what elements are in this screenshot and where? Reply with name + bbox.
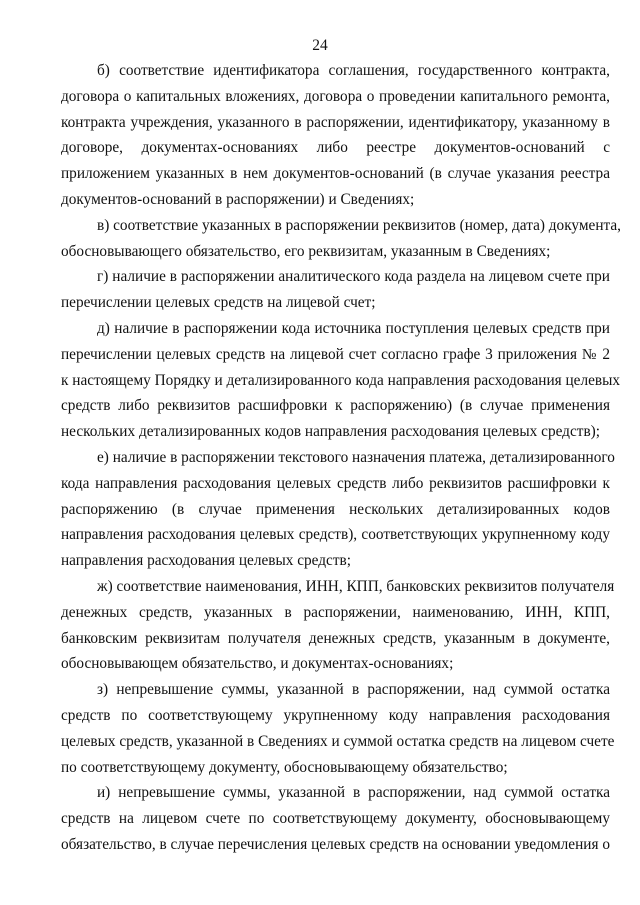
document-body — [61, 58, 622, 858]
text-line: контракта учреждения, указанного в распоряжении, идентификатору, указанному в — [61, 113, 610, 131]
paragraph-v — [61, 213, 622, 265]
text-line: средств на лицевом счете по соответствующему документу, обосновывающему — [61, 810, 610, 828]
paragraph-z — [61, 677, 615, 780]
text-line: з) непревышение суммы, указанной в распоряжении, над суммой остатка — [97, 681, 610, 699]
page-number: 24 — [312, 37, 328, 54]
paragraph-i — [61, 780, 610, 857]
text-line: средств либо реквизитов расшифровки к распоряжению) (в случае применения — [61, 397, 610, 415]
text-line: средств по соответствующему укрупненному коду направления расходования — [61, 706, 610, 724]
text-line: г) наличие в распоряжении аналитического кода раздела на лицевом счете при — [97, 268, 610, 286]
paragraph-g — [61, 264, 610, 316]
paragraph-zh — [61, 574, 615, 677]
text-line: обосновывающего обязательство, его реквизитам, указанным в Сведениях; — [61, 242, 551, 260]
text-line: в) соответствие указанных в распоряжении реквизитов (номер, дата) документа, — [97, 216, 622, 234]
text-line: по соответствующему документу, обосновывающему обязательство; — [61, 758, 508, 776]
text-line: обязательство, в случае перечисления целевых средств на основании уведомления о — [61, 835, 610, 853]
text-line: нескольких детализированных кодов направления расходования целевых средств); — [61, 423, 601, 441]
text-line: и) непревышение суммы, указанной в распоряжении, над суммой остатка — [97, 784, 610, 802]
text-line: денежных средств, указанных в распоряжении, наименованию, ИНН, КПП, — [61, 603, 610, 621]
text-line: ж) соответствие наименования, ИНН, КПП, банковских реквизитов получателя — [97, 577, 615, 595]
text-line: б) соответствие идентификатора соглашения, государственного контракта, — [97, 62, 610, 79]
text-line: к настоящему Порядку и детализированного кода направления расходования целевых — [61, 371, 621, 389]
text-line: перечислении целевых средств на лицевой счет; — [61, 294, 376, 312]
text-line: е) наличие в распоряжении текстового назначения платежа, детализированного — [97, 448, 615, 466]
text-line: приложением указанных в нем документов-оснований (в случае указания реестра — [61, 165, 610, 183]
text-line: договора о капитальных вложениях, договора о проведении капитального ремонта, — [61, 87, 610, 105]
text-line: обосновывающем обязательство, и документах-основаниях; — [61, 655, 454, 673]
text-line: договоре, документах-основаниях либо реестре документов-оснований с — [61, 139, 610, 157]
paragraph-b — [61, 58, 610, 213]
text-line: распоряжению (в случае применения нескольких детализированных кодов — [61, 500, 610, 518]
paragraph-d — [61, 316, 621, 445]
text-line: документов-оснований в распоряжении) и Сведениях; — [61, 190, 415, 208]
text-line: кода направления расходования целевых средств либо реквизитов расшифровки к — [61, 474, 610, 492]
text-line: д) наличие в распоряжении кода источника поступления целевых средств при — [97, 319, 610, 337]
text-line: целевых средств, указанной в Сведениях и суммой остатка средств на лицевом счете — [61, 732, 615, 750]
text-line: банковским реквизитам получателя денежных средств, указанным в документе, — [61, 629, 610, 647]
text-line: направления расходования целевых средств), соответствующих укрупненному коду — [61, 526, 610, 544]
text-line: перечислении целевых средств на лицевой счет согласно графе 3 приложения № 2 — [61, 345, 610, 363]
paragraph-e — [61, 445, 615, 574]
text-line: направления расходования целевых средств; — [61, 552, 351, 570]
